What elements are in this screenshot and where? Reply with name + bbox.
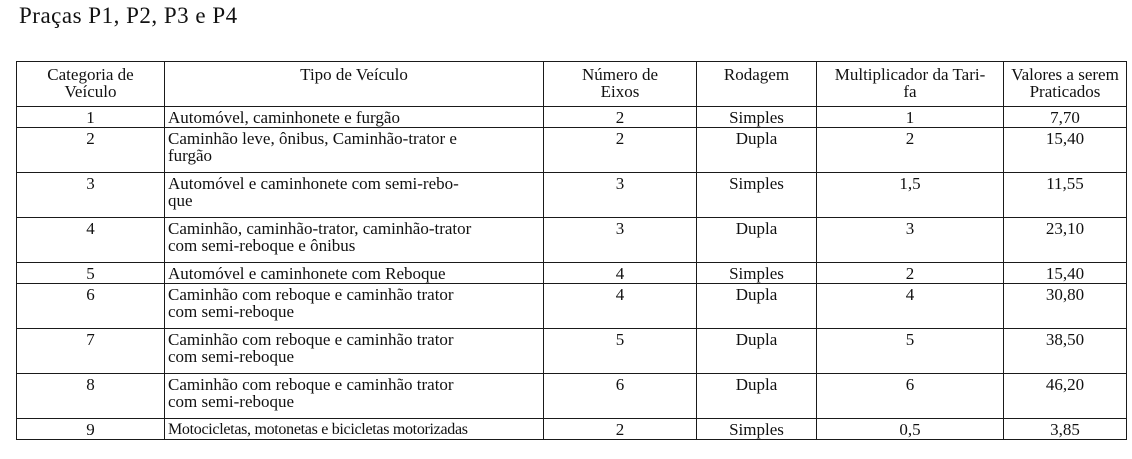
cell-valor: 46,20	[1004, 374, 1127, 419]
cell-tipo: Caminhão leve, ônibus, Caminhão-trator e furgão	[165, 128, 544, 173]
cell-categoria: 7	[17, 329, 165, 374]
cell-categoria: 8	[17, 374, 165, 419]
cell-valor: 11,55	[1004, 173, 1127, 218]
cell-tipo: Motocicletas, motonetas e bicicletas motorizadas	[165, 419, 544, 440]
cell-multiplicador: 4	[817, 284, 1004, 329]
table-row	[17, 329, 1127, 374]
cell-valor: 30,80	[1004, 284, 1127, 329]
cell-categoria: 4	[17, 218, 165, 263]
cell-eixos: 4	[544, 263, 697, 284]
header-categoria: Categoria de Veículo	[17, 62, 165, 107]
cell-multiplicador: 2	[817, 263, 1004, 284]
table-row	[17, 284, 1127, 329]
cell-valor: 3,85	[1004, 419, 1127, 440]
cell-categoria: 3	[17, 173, 165, 218]
cell-rodagem: Simples	[697, 173, 817, 218]
table-row	[17, 419, 1127, 440]
cell-valor: 15,40	[1004, 128, 1127, 173]
cell-rodagem: Dupla	[697, 374, 817, 419]
cell-multiplicador: 0,5	[817, 419, 1004, 440]
cell-tipo: Automóvel, caminhonete e furgão	[165, 107, 544, 128]
cell-tipo: Automóvel e caminhonete com Reboque	[165, 263, 544, 284]
cell-valor: 38,50	[1004, 329, 1127, 374]
cell-multiplicador: 3	[817, 218, 1004, 263]
cell-eixos: 2	[544, 419, 697, 440]
cell-tipo: Caminhão com reboque e caminhão trator com semi-reboque	[165, 329, 544, 374]
toll-rate-table	[16, 61, 1127, 440]
cell-eixos: 3	[544, 173, 697, 218]
cell-eixos: 2	[544, 128, 697, 173]
cell-multiplicador: 1	[817, 107, 1004, 128]
table-row	[17, 218, 1127, 263]
cell-rodagem: Simples	[697, 419, 817, 440]
cell-valor: 23,10	[1004, 218, 1127, 263]
table-row	[17, 107, 1127, 128]
table-row	[17, 173, 1127, 218]
cell-rodagem: Dupla	[697, 128, 817, 173]
header-valores: Valores a serem Praticados	[1004, 62, 1127, 107]
cell-tipo: Automóvel e caminhonete com semi-rebo- que	[165, 173, 544, 218]
cell-rodagem: Dupla	[697, 284, 817, 329]
header-tipo: Tipo de Veículo	[165, 62, 544, 107]
cell-valor: 15,40	[1004, 263, 1127, 284]
cell-categoria: 1	[17, 107, 165, 128]
header-eixos: Número de Eixos	[544, 62, 697, 107]
cell-eixos: 5	[544, 329, 697, 374]
cell-multiplicador: 2	[817, 128, 1004, 173]
cell-eixos: 2	[544, 107, 697, 128]
table-row	[17, 263, 1127, 284]
cell-categoria: 5	[17, 263, 165, 284]
cell-valor: 7,70	[1004, 107, 1127, 128]
cell-rodagem: Simples	[697, 263, 817, 284]
header-multiplicador: Multiplicador da Tari- fa	[817, 62, 1004, 107]
table-row	[17, 128, 1127, 173]
cell-eixos: 6	[544, 374, 697, 419]
cell-rodagem: Dupla	[697, 329, 817, 374]
cell-tipo: Caminhão, caminhão-trator, caminhão-trator com semi-reboque e ônibus	[165, 218, 544, 263]
cell-tipo: Caminhão com reboque e caminhão trator com semi-reboque	[165, 374, 544, 419]
cell-categoria: 9	[17, 419, 165, 440]
page-title: Praças P1, P2, P3 e P4	[19, 3, 238, 28]
cell-rodagem: Dupla	[697, 218, 817, 263]
cell-eixos: 4	[544, 284, 697, 329]
cell-rodagem: Simples	[697, 107, 817, 128]
header-rodagem: Rodagem	[697, 62, 817, 107]
cell-categoria: 2	[17, 128, 165, 173]
cell-multiplicador: 6	[817, 374, 1004, 419]
cell-multiplicador: 5	[817, 329, 1004, 374]
table-header-row	[17, 62, 1127, 107]
cell-tipo: Caminhão com reboque e caminhão trator com semi-reboque	[165, 284, 544, 329]
cell-multiplicador: 1,5	[817, 173, 1004, 218]
cell-categoria: 6	[17, 284, 165, 329]
cell-eixos: 3	[544, 218, 697, 263]
table-row	[17, 374, 1127, 419]
